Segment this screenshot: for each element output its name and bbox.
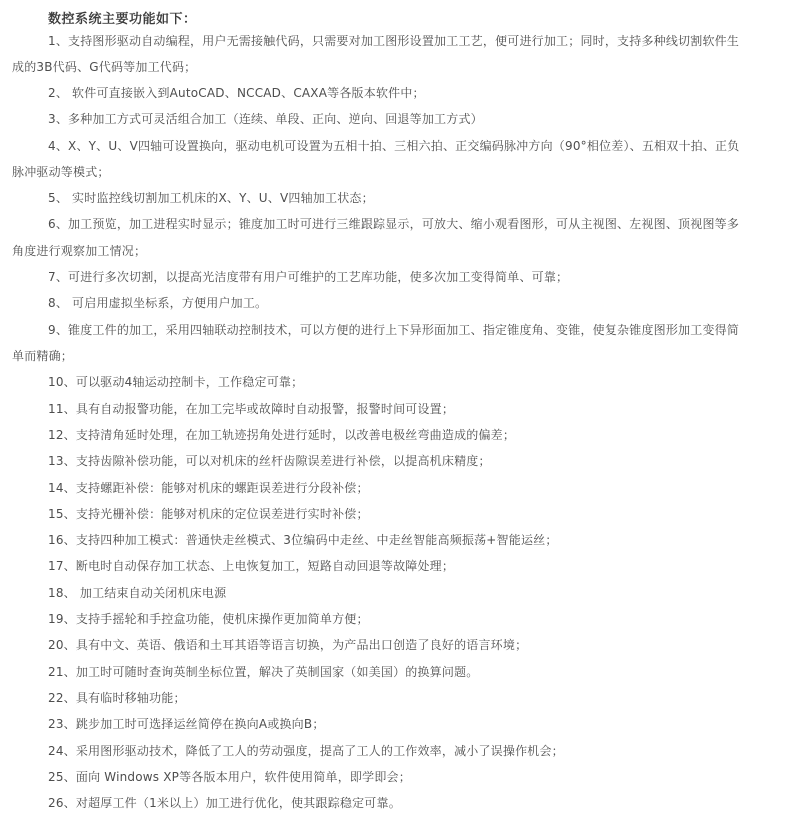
feature-line-14: 14、支持螺距补偿：能够对机床的螺距误差进行分段补偿； [48, 481, 369, 495]
feature-line-4-cont: 脉冲驱动等模式； [12, 165, 110, 179]
feature-line-1: 1、支持图形驱动自动编程，用户无需接触代码，只需要对加工图形设置加工工艺，便可进行加工；同时，支持多种线切割软件生 [48, 34, 740, 48]
feature-line-6: 6、加工预览，加工进程实时显示；锥度加工时可进行三维跟踪显示，可放大、缩小观看图形，可从主视图、左视图、顶视图等多 [48, 217, 740, 231]
feature-line-22: 22、具有临时移轴功能； [48, 691, 186, 705]
feature-line-6-cont: 角度进行观察加工情况； [12, 244, 147, 258]
feature-line-12: 12、支持清角延时处理，在加工轨迹拐角处进行延时，以改善电极丝弯曲造成的偏差； [48, 428, 516, 442]
feature-line-2: 2、 软件可直接嵌入到AutoCAD、NCCAD、CAXA等各版本软件中； [48, 86, 425, 100]
feature-line-1-cont: 成的3B代码、G代码等加工代码； [12, 60, 197, 74]
feature-line-17: 17、断电时自动保存加工状态、上电恢复加工，短路自动回退等故障处理； [48, 559, 455, 573]
feature-line-25: 25、面向 Windows XP等各版本用户，软件使用简单，即学即会； [48, 770, 411, 784]
feature-line-26: 26、对超厚工件（1米以上）加工进行优化，使其跟踪稳定可靠。 [48, 796, 401, 810]
feature-line-13: 13、支持齿隙补偿功能，可以对机床的丝杆齿隙误差进行补偿，以提高机床精度； [48, 454, 491, 468]
feature-line-9: 9、锥度工件的加工，采用四轴联动控制技术，可以方便的进行上下异形面加工、指定锥度角、变锥，使复杂锥度图形加工变得简 [48, 323, 740, 337]
document-title: 数控系统主要功能如下： [48, 12, 197, 27]
feature-line-16: 16、支持四种加工模式：普通快走丝模式、3位编码中走丝、中走丝智能高频振荡+智能运丝； [48, 533, 558, 547]
feature-line-24: 24、采用图形驱动技术，降低了工人的劳动强度，提高了工人的工作效率，减小了误操作机会； [48, 744, 564, 758]
feature-line-8: 8、 可启用虚拟坐标系，方便用户加工。 [48, 296, 268, 310]
feature-line-11: 11、具有自动报警功能，在加工完毕或故障时自动报警，报警时间可设置； [48, 402, 455, 416]
feature-line-18: 18、 加工结束自动关闭机床电源 [48, 586, 227, 600]
feature-line-21: 21、加工时可随时查询英制坐标位置，解决了英制国家（如美国）的换算问题。 [48, 665, 479, 679]
feature-line-3: 3、多种加工方式可灵活组合加工（连续、单段、正向、逆向、回退等加工方式） [48, 112, 483, 126]
feature-line-10: 10、可以驱动4轴运动控制卡，工作稳定可靠； [48, 375, 304, 389]
feature-line-7: 7、可进行多次切割，以提高光洁度带有用户可维护的工艺库功能，使多次加工变得简单、可靠； [48, 270, 569, 284]
feature-line-9-cont: 单而精确； [12, 349, 74, 363]
feature-line-4: 4、X、Y、U、V四轴可设置换向，驱动电机可设置为五相十拍、三相六拍、正交编码脉冲方向（90°相位差）、五相双十拍、正负 [48, 139, 740, 153]
feature-line-23: 23、跳步加工时可选择运丝简停在换向A或换向B； [48, 717, 325, 731]
feature-line-15: 15、支持光栅补偿：能够对机床的定位误差进行实时补偿； [48, 507, 369, 521]
feature-line-20: 20、具有中文、英语、俄语和土耳其语等语言切换，为产品出口创造了良好的语言环境； [48, 638, 528, 652]
feature-line-19: 19、支持手摇轮和手控盒功能，使机床操作更加简单方便； [48, 612, 369, 626]
feature-line-5: 5、 实时监控线切割加工机床的X、Y、U、V四轴加工状态； [48, 191, 374, 205]
